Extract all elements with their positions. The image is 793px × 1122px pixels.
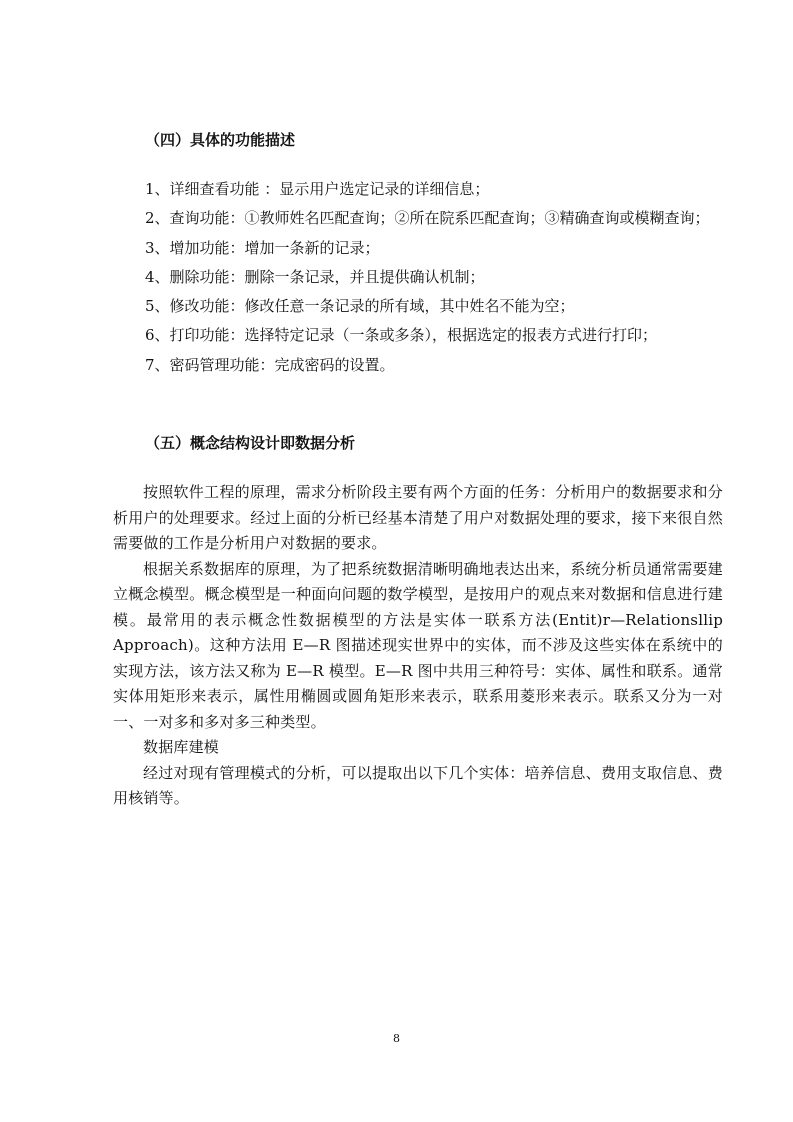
list-item: 5、修改功能：修改任意一条记录的所有域，其中姓名不能为空；: [145, 297, 575, 316]
page-number: 8: [393, 1032, 400, 1045]
list-item: 2、查询功能：①教师姓名匹配查询；②所在院系匹配查询；③精确查询或模糊查询；: [145, 209, 710, 228]
section-heading-conceptual-design: （五）概念结构设计即数据分析: [145, 434, 356, 452]
subheading-database-modeling: 数据库建模: [143, 738, 220, 756]
list-item: 7、密码管理功能：完成密码的设置。: [145, 355, 395, 374]
section-heading-functions: （四）具体的功能描述: [145, 131, 296, 149]
list-item: 1、详细查看功能 ：显示用户选定记录的详细信息；: [145, 180, 490, 198]
list-item: 6、打印功能：选择特定记录（一条或多条），根据选定的报表方式进行打印；: [145, 326, 658, 345]
list-item: 4、删除功能：删除一条记录，并且提供确认机制；: [145, 267, 485, 286]
paragraph: 按照软件工程的原理，需求分析阶段主要有两个方面的任务：分析用户的数据要求和分析用户的处理要求。经过上面的分析已经基本清楚了用户对数据处理的要求，接下来很自然需要做的工作是分析用户对数据的要求。: [113, 483, 723, 552]
function-list: [113, 175, 723, 380]
list-item: 3、增加功能：增加一条新的记录；: [145, 238, 380, 257]
paragraph: 经过对现有管理模式的分析，可以提取出以下几个实体：培养信息、费用支取信息、费用核销等。: [113, 763, 723, 807]
paragraph: 根据关系数据库的原理，为了把系统数据清晰明确地表达出来，系统分析员通常需要建立概念模型。概念模型是一种面向问题的数学模型，是按用户的观点来对数据和信息进行建模。最常用的表示概念性数据模型的方法是实体一联系方法(Entit)r—Relationsllip Approach)。这种方法用 E—R 图描述现实世界中的实体，而不涉及这些实体在系统中的实现方法，该方法又称为 E—R 模型。E—R 图中共用三种符号：实体、属性和联系。通常实体用矩形来表示，属性用椭圆或圆角矩形来表示，联系用菱形来表示。联系又分为一对一、一对多和多对多三种类型。: [113, 559, 723, 731]
section-body: [113, 480, 723, 812]
